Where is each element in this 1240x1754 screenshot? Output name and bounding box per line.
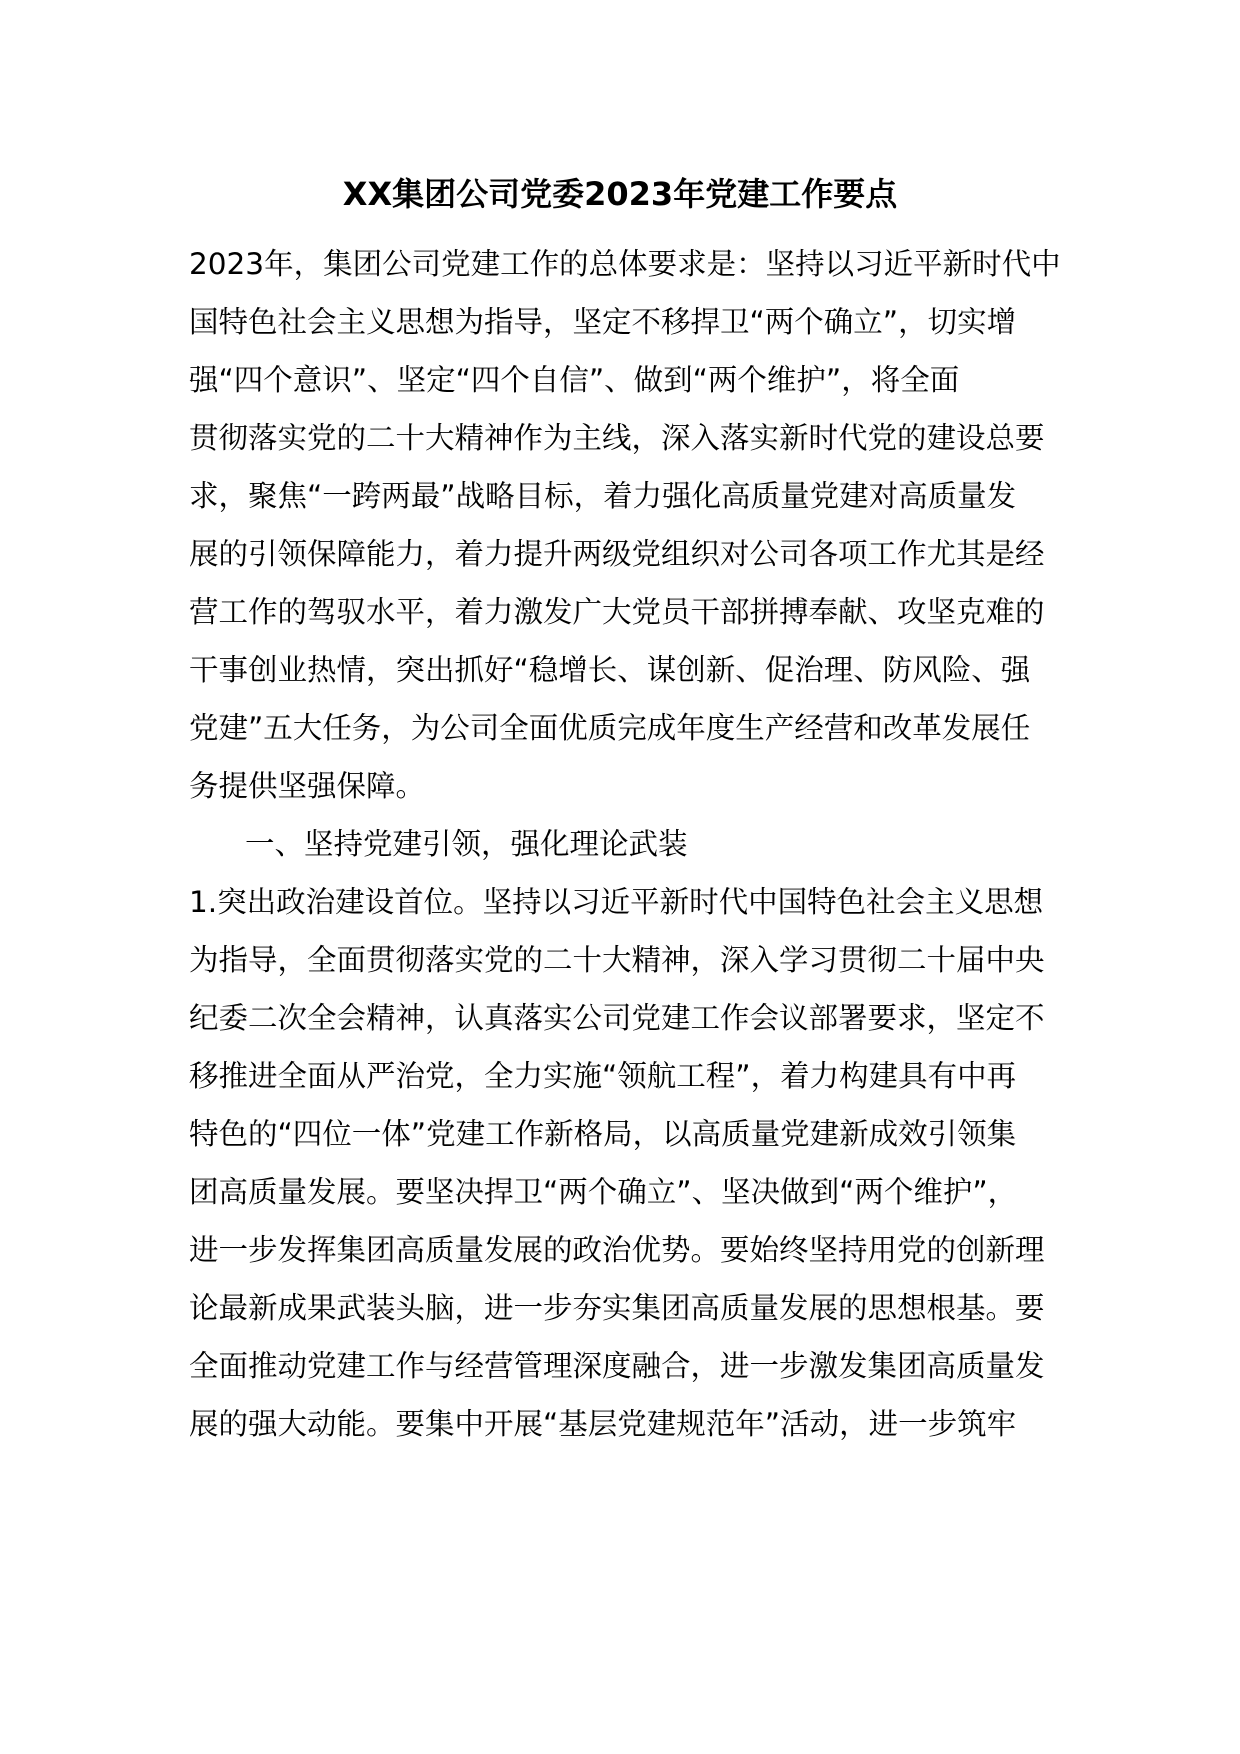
paragraph-line: 展的强大动能。要集中开展“基层党建规范年”活动，进一步筑牢: [189, 1407, 1017, 1441]
paragraph-line: 全面推动党建工作与经营管理深度融合，进一步激发集团高质量发: [189, 1349, 1045, 1383]
paragraph-line: 移推进全面从严治党，全力实施“领航工程”，着力构建具有中再: [189, 1059, 1017, 1093]
section-heading: 一、坚持党建引领，强化理论武装: [245, 827, 688, 861]
paragraph-line: 党建”五大任务，为公司全面优质完成年度生产经营和改革发展任: [189, 711, 1031, 745]
paragraph-line: 务提供坚强保障。: [189, 769, 426, 803]
paragraph-line: 论最新成果武装头脑，进一步夯实集团高质量发展的思想根基。要: [189, 1291, 1045, 1325]
paragraph-line: 强“四个意识”、坚定“四个自信”、做到“两个维护”，将全面: [189, 363, 960, 397]
paragraph-line: 团高质量发展。要坚决捍卫“两个确立”、坚决做到“两个维护”，: [189, 1175, 1018, 1209]
paragraph-line: 国特色社会主义思想为指导，坚定不移捍卫“两个确立”，切实增: [189, 305, 1017, 339]
paragraph-line: 营工作的驾驭水平，着力激发广大党员干部拼搏奉献、攻坚克难的: [189, 595, 1045, 629]
paragraph-line: 展的引领保障能力，着力提升两级党组织对公司各项工作尤其是经: [189, 537, 1045, 571]
document-title: XX集团公司党委2023年党建工作要点: [342, 175, 898, 213]
paragraph-line: 进一步发挥集团高质量发展的政治优势。要始终坚持用党的创新理: [189, 1233, 1045, 1267]
paragraph-line: 纪委二次全会精神，认真落实公司党建工作会议部署要求，坚定不: [189, 1001, 1045, 1035]
paragraph-line: 干事创业热情，突出抓好“稳增长、谋创新、促治理、防风险、强: [189, 653, 1031, 687]
paragraph-line: 1.突出政治建设首位。坚持以习近平新时代中国特色社会主义思想: [189, 885, 1044, 919]
paragraph-line: 特色的“四位一体”党建工作新格局，以高质量党建新成效引领集: [189, 1117, 1017, 1151]
paragraph-line: 求，聚焦“一跨两最”战略目标，着力强化高质量党建对高质量发: [189, 479, 1017, 513]
paragraph-line: 为指导，全面贯彻落实党的二十大精神，深入学习贯彻二十届中央: [189, 943, 1045, 977]
paragraph-line: 贯彻落实党的二十大精神作为主线，深入落实新时代党的建设总要: [189, 421, 1045, 455]
paragraph-line: 2023年，集团公司党建工作的总体要求是：坚持以习近平新时代中: [189, 247, 1061, 281]
